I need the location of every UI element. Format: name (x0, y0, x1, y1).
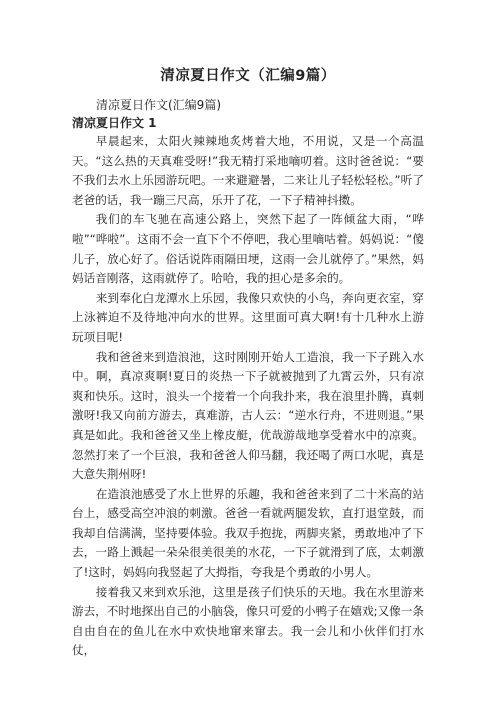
paragraph-3: 来到奉化白龙潭水上乐园，我像只欢快的小鸟，奔向更衣室，穿上泳裤迫不及待地冲向水的世界。这里面可真大啊!有十几种水上游玩项目呢! (72, 290, 424, 344)
paragraph-4: 我和爸爸来到造浪池，这时刚刚开始人工造浪，我一下子跳入水中。啊，真凉爽啊!夏日的炎热一下子就被抛到了九霄云外，只有凉爽和快乐。这时，浪头一个接着一个向我扑来，我在浪里扑腾，真刺激呀!我又向前方游去，真难游，古人云：“逆水行舟，不进则退。”果真是如此。我和爸爸又坐上橡皮艇，优哉游哉地享受着水中的凉爽。忽然打来了一个巨浪，我和爸爸人仰马翻，我还喝了两口水呢，真是大意失荆州呀! (72, 349, 424, 482)
paragraph-1: 早晨起来，太阳火辣辣地炙烤着大地，不用说，又是一个高温天。“这么热的天真难受呀!”我无精打采地嘀叨着。这时爸爸说：“要不我们去水上乐园游玩吧。一来避避暑，二来让儿子轻松轻松。”听了老爸的话，我一蹦三尺高，乐开了花，一下子精神抖擞。 (72, 134, 424, 207)
paragraph-6: 接着我又来到欢乐池，这里是孩子们快乐的天地。我在水里游来游去，不时地探出自己的小脑袋，像只可爱的小鸭子在嬉戏;又像一条自由自在的鱼儿在水中欢快地窜来窜去。我一会儿和小伙伴们打水仗， (72, 584, 424, 658)
paragraph-2: 我们的车飞驰在高速公路上，突然下起了一阵倾盆大雨，“哗啦”“哗啦”。这雨不会一直下个不停吧，我心里嘀咕着。妈妈说：“傻儿子，放心好了。俗话说阵雨隔田埂，这雨一会儿就停了。”果然，妈妈话音刚落，这雨就停了。哈哈，我的担心是多余的。 (72, 212, 424, 286)
document-title: 清凉夏日作文（汇编9篇） (160, 68, 336, 84)
document-subtitle: 清凉夏日作文(汇编9篇) (96, 98, 221, 112)
paragraph-5: 在造浪池感受了水上世界的乐趣，我和爸爸来到了二十米高的站台上，感受高空冲浪的刺激。爸爸一看就两腿发软，直打退堂鼓，而我却自信满满，坚持要体验。我双手抱拢，两脚夹紧，勇敢地冲了下去，一路上溅起一朵朵很美很美的水花，一下子就滑到了底，太刺激了!这时，妈妈向我竖起了大拇指，夸我是个勇敢的小男人。 (72, 486, 424, 580)
article-body (72, 132, 424, 661)
section-heading: 清凉夏日作文 1 (72, 116, 157, 130)
